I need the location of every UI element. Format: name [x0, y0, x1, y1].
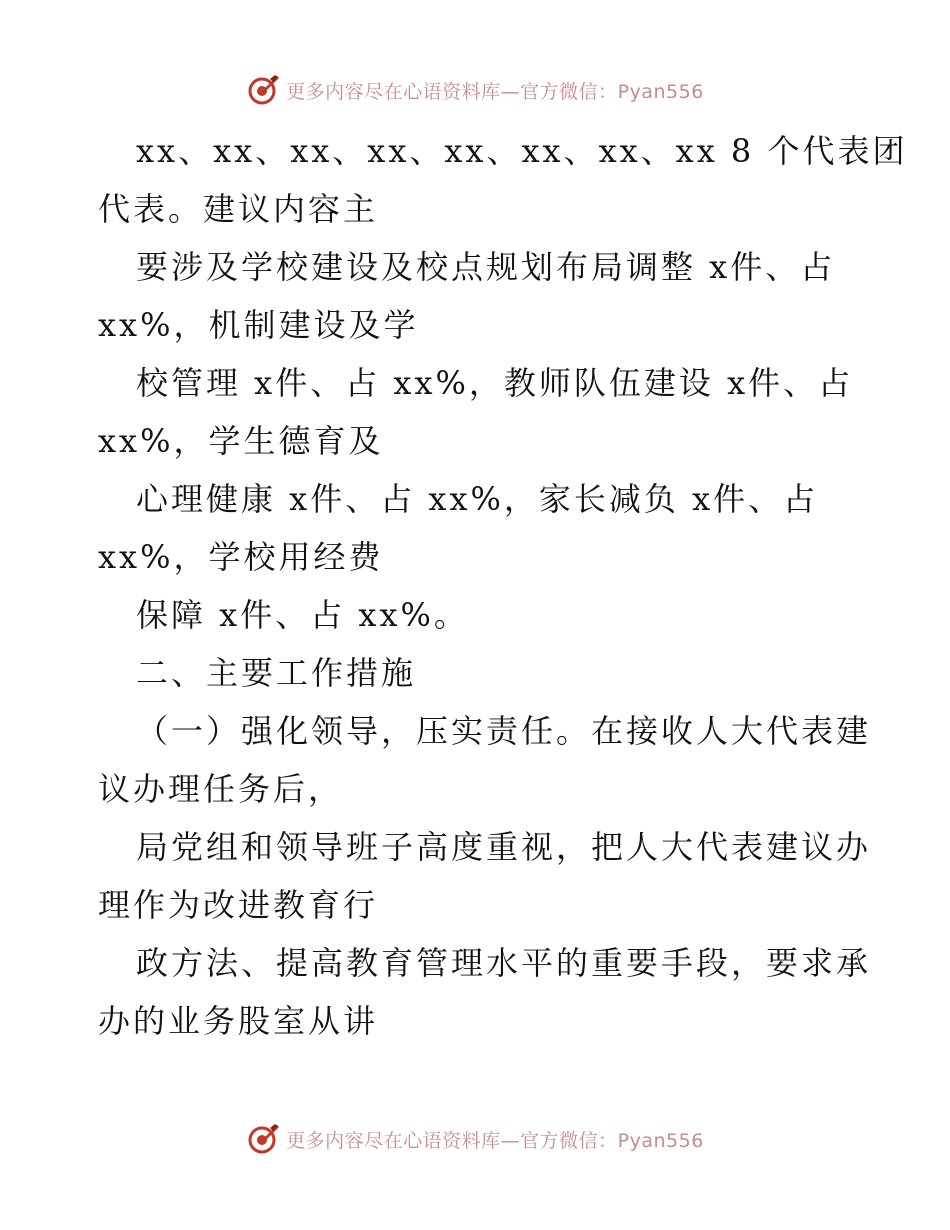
- footer-banner: [0, 1117, 950, 1161]
- text-line: 校管理 x件、占 xx%，教师队伍建设 x件、占: [136, 364, 854, 402]
- text-line: 议办理任务后，: [98, 770, 344, 808]
- text-line: xx%，机制建设及学: [98, 306, 419, 344]
- text-line: 理作为改进教育行: [98, 886, 379, 924]
- text-line: xx%，学校用经费: [98, 538, 384, 576]
- text-line: 政方法、提高教育管理水平的重要手段，要求承: [136, 944, 872, 982]
- document-body: [98, 122, 908, 1050]
- header-banner: [0, 68, 950, 112]
- text-line: 保障 x件、占 xx%。: [136, 596, 469, 634]
- quill-logo-icon: [246, 73, 280, 107]
- text-line: 局党组和领导班子高度重视，把人大代表建议办: [136, 828, 872, 866]
- text-line: xx、xx、xx、xx、xx、xx、xx、xx 8 个代表团: [136, 132, 908, 170]
- header-banner-text: 更多内容尽在心语资料库—官方微信：Pyan556: [286, 80, 704, 103]
- text-line: xx%，学生德育及: [98, 422, 384, 460]
- footer-banner-text: 更多内容尽在心语资料库—官方微信：Pyan556: [286, 1129, 704, 1152]
- text-line: 心理健康 x件、占 xx%，家长减负 x件、占: [136, 480, 819, 518]
- text-line: 二、主要工作措施: [136, 654, 417, 692]
- quill-logo-icon: [246, 1122, 280, 1156]
- text-line: 要涉及学校建设及校点规划布局调整 x件、占: [136, 248, 836, 286]
- text-line: （一）强化领导，压实责任。在接收人大代表建: [136, 712, 872, 750]
- text-line: 办的业务股室从讲: [98, 1002, 379, 1040]
- text-line: 代表。建议内容主: [98, 190, 379, 228]
